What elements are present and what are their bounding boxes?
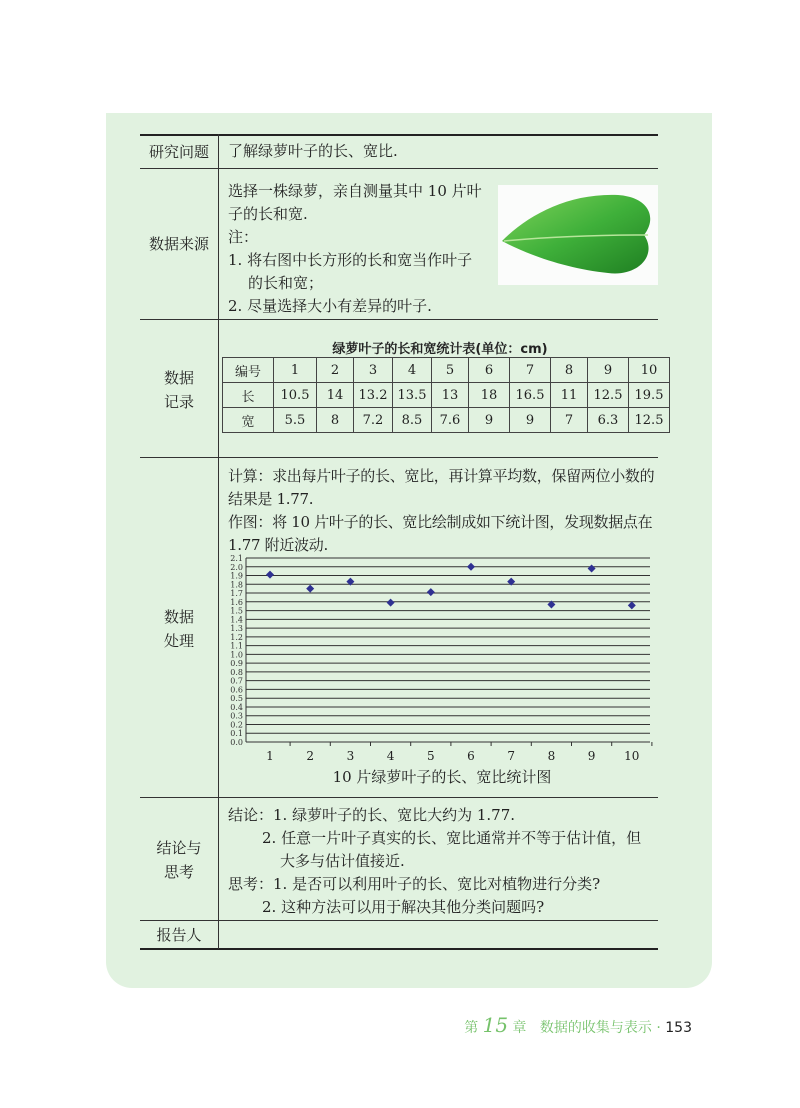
- y-tick-label: 0.0: [230, 738, 243, 747]
- table-cell: 13.2: [354, 383, 393, 408]
- page-footer: [464, 1013, 692, 1037]
- label-line: 结论与: [156, 839, 202, 857]
- x-tick-label: 8: [547, 749, 556, 762]
- source-line: 注：: [228, 228, 259, 246]
- y-tick-label: 1.1: [230, 641, 243, 651]
- y-tick-label: 1.0: [230, 650, 243, 660]
- conclusion-text: [228, 804, 654, 919]
- label-conclusion: [140, 836, 218, 884]
- data-point: [387, 599, 395, 607]
- y-tick-label: 1.2: [230, 632, 243, 642]
- table-cell: 9: [469, 408, 510, 433]
- column-divider: [218, 134, 219, 949]
- y-tick-label: 0.6: [230, 685, 243, 695]
- y-tick-label: 0.1: [230, 729, 243, 739]
- label-research-question: 研究问题: [148, 143, 209, 161]
- table-cell: 6.3: [588, 408, 629, 433]
- chart-title: 10 片绿萝叶子的长、宽比统计图: [332, 768, 552, 786]
- conclusion-line: 结论：1. 绿萝叶子的长、宽比大约为 1.77.: [228, 806, 516, 824]
- label-data-source: 数据来源: [148, 235, 209, 253]
- label-line: 记录: [163, 393, 194, 411]
- table-cell: 8: [551, 358, 588, 383]
- label-data-record: [140, 366, 218, 414]
- chapter-title: 数据的收集与表示 ·: [539, 1020, 661, 1036]
- chapter-number: 15: [482, 1013, 509, 1037]
- table-cell: 12.5: [629, 408, 670, 433]
- process-line: 结果是 1.77.: [228, 490, 314, 508]
- leaf-photo: [498, 185, 658, 285]
- table-cell: 4: [393, 358, 432, 383]
- x-tick-label: 6: [467, 749, 475, 762]
- data-point: [467, 563, 475, 571]
- conclusion-line: 2. 这种方法可以用于解决其他分类问题吗?: [262, 898, 545, 916]
- y-tick-label: 2.0: [230, 562, 243, 572]
- table-cell: 3: [354, 358, 393, 383]
- conclusion-line: 2. 任意一片叶子真实的长、宽比通常并不等于估计值，但: [262, 829, 642, 847]
- x-tick-label: 9: [587, 749, 596, 762]
- table-title: 绿萝叶子的长和宽统计表(单位：cm): [332, 342, 548, 357]
- y-tick-label: 0.7: [230, 676, 243, 686]
- data-point: [427, 588, 435, 596]
- data-point: [266, 571, 274, 579]
- page-number: 153: [665, 1020, 692, 1036]
- y-tick-label: 1.7: [230, 589, 243, 599]
- y-tick-label: 0.3: [230, 711, 243, 721]
- y-tick-label: 1.4: [230, 615, 243, 625]
- label-line: 思考: [163, 863, 194, 881]
- table-cell: 13.5: [393, 383, 432, 408]
- data-point: [628, 601, 636, 609]
- y-tick-label: 0.4: [230, 702, 243, 712]
- conclusion-line: 大多与估计值接近.: [280, 852, 405, 870]
- table-cell: 8: [317, 408, 354, 433]
- process-line: 计算：求出每片叶子的长、宽比，再计算平均数，保留两位小数的: [228, 467, 655, 485]
- data-source-text: [228, 180, 496, 318]
- y-tick-label: 2.1: [230, 554, 243, 563]
- label-reporter: 报告人: [156, 926, 202, 944]
- source-line: 2. 尽量选择大小有差异的叶子.: [228, 297, 432, 315]
- table-cell: 10.5: [274, 383, 317, 408]
- label-line: 数据: [163, 369, 194, 387]
- ratio-scatter-chart: [224, 552, 660, 762]
- table-cell: 5.5: [274, 408, 317, 433]
- x-tick-label: 1: [266, 749, 274, 762]
- conclusion-line: 思考：1. 是否可以利用叶子的长、宽比对植物进行分类?: [228, 875, 601, 893]
- table-cell: 7: [551, 408, 588, 433]
- table-cell: 10: [629, 358, 670, 383]
- table-cell: 1: [274, 358, 317, 383]
- x-tick-label: 10: [624, 749, 640, 762]
- table-cell: 编号: [223, 358, 274, 383]
- y-tick-label: 1.9: [230, 571, 243, 581]
- source-line: 选择一株绿萝，亲自测量其中 10 片叶: [228, 182, 482, 200]
- table-cell: 9: [510, 408, 551, 433]
- y-tick-label: 1.6: [230, 597, 243, 607]
- research-question-text: 了解绿萝叶子的长、宽比.: [228, 142, 398, 160]
- y-tick-label: 0.5: [230, 694, 243, 704]
- process-line: 1.77 附近波动.: [228, 536, 328, 554]
- y-tick-label: 1.5: [230, 606, 243, 616]
- table-cell: 19.5: [629, 383, 670, 408]
- table-cell: 7: [510, 358, 551, 383]
- table-cell: 11: [551, 383, 588, 408]
- table-cell: 16.5: [510, 383, 551, 408]
- y-tick-label: 0.2: [230, 720, 243, 730]
- chapter-suffix: 章: [512, 1020, 527, 1036]
- table-cell: 12.5: [588, 383, 629, 408]
- y-tick-label: 0.9: [230, 659, 243, 669]
- table-row-length: [223, 383, 670, 408]
- process-line: 作图：将 10 片叶子的长、宽比绘制成如下统计图，发现数据点在: [228, 513, 653, 531]
- table-cell: 6: [469, 358, 510, 383]
- x-tick-label: 7: [507, 749, 516, 762]
- label-data-processing: [140, 605, 218, 653]
- data-point: [588, 565, 596, 573]
- y-tick-label: 1.3: [230, 624, 243, 634]
- chapter-prefix: 第: [464, 1020, 479, 1036]
- table-cell: 7.6: [432, 408, 469, 433]
- label-line: 处理: [163, 632, 194, 650]
- table-cell: 2: [317, 358, 354, 383]
- table-cell: 7.2: [354, 408, 393, 433]
- source-line: 1. 将右图中长方形的长和宽当作叶子: [228, 251, 473, 269]
- data-point: [306, 585, 314, 593]
- y-tick-label: 0.8: [230, 667, 243, 677]
- label-line: 数据: [163, 608, 194, 626]
- table-cell: 9: [588, 358, 629, 383]
- x-tick-label: 4: [386, 749, 395, 762]
- record-table: [222, 357, 670, 433]
- table-cell: 宽: [223, 408, 274, 433]
- table-cell: 5: [432, 358, 469, 383]
- table-row-header: [223, 358, 670, 383]
- x-tick-label: 5: [426, 749, 435, 762]
- source-line: 的长和宽；: [248, 274, 324, 292]
- y-tick-label: 1.8: [230, 580, 243, 590]
- table-cell: 8.5: [393, 408, 432, 433]
- table-cell: 18: [469, 383, 510, 408]
- x-tick-label: 2: [306, 749, 315, 762]
- x-tick-label: 3: [346, 749, 355, 762]
- table-row-width: [223, 408, 670, 433]
- data-processing-text: [228, 465, 658, 557]
- table-cell: 14: [317, 383, 354, 408]
- source-line: 子的长和宽.: [228, 205, 308, 223]
- table-cell: 长: [223, 383, 274, 408]
- table-cell: 13: [432, 383, 469, 408]
